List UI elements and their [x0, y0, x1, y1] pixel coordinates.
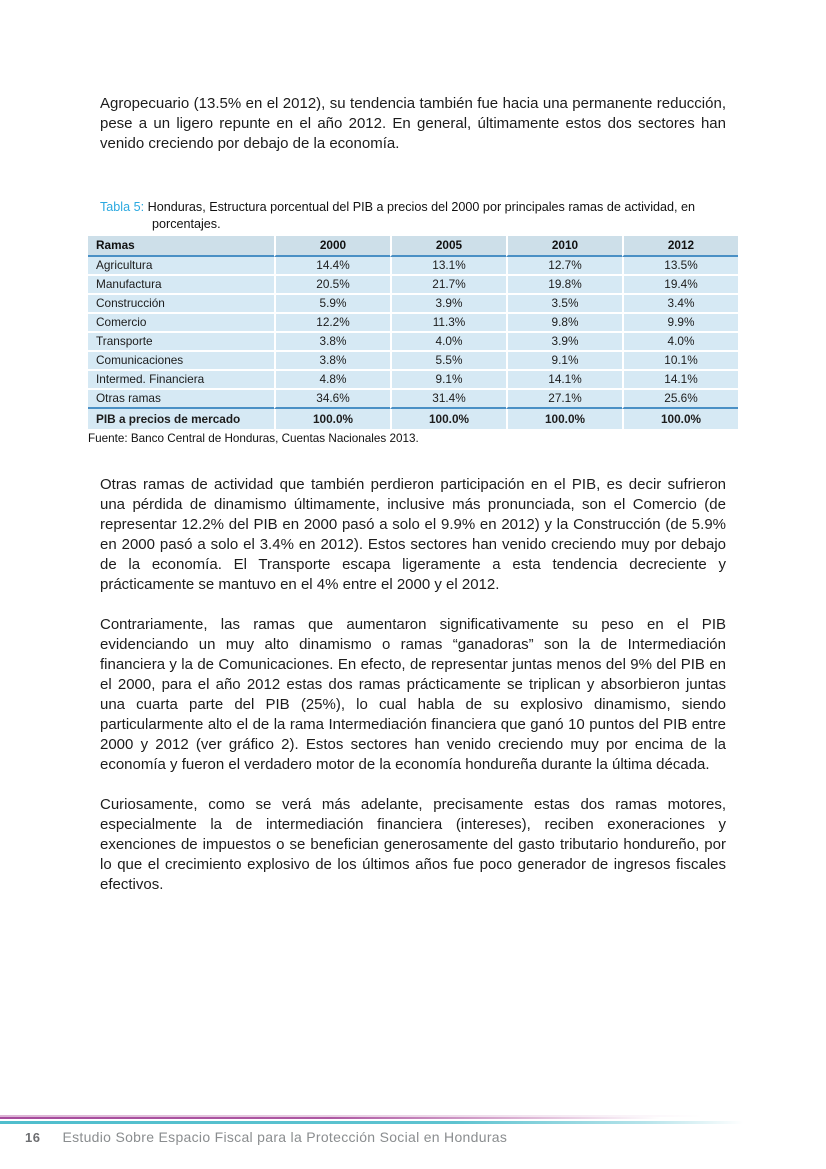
cell-value: 4.0%	[622, 333, 738, 352]
cell-value: 4.0%	[390, 333, 506, 352]
cell-value: 14.4%	[274, 257, 390, 276]
row-name: Intermed. Financiera	[88, 371, 274, 390]
row-name: Transporte	[88, 333, 274, 352]
row-name: Otras ramas	[88, 390, 274, 409]
cell-value: 20.5%	[274, 276, 390, 295]
column-header-2010: 2010	[506, 236, 622, 257]
cell-value: 34.6%	[274, 390, 390, 409]
table-row-otras-ramas	[88, 390, 738, 409]
page-number: 16	[25, 1129, 41, 1145]
table-block	[88, 199, 738, 446]
footer-document-title: Estudio Sobre Espacio Fiscal para la Protección Social en Honduras	[62, 1128, 508, 1145]
table-caption-text: Honduras, Estructura porcentual del PIB a precios del 2000 por principales ramas de actividad, en porcentajes.	[147, 200, 696, 231]
cell-value: 9.1%	[506, 352, 622, 371]
pib-structure-table	[88, 236, 738, 429]
cell-value: 10.1%	[622, 352, 738, 371]
paragraph-contrariamente: Contrariamente, las ramas que aumentaron significativamente su peso en el PIB evidenciando un muy alto dinamismo o ramas “ganadoras” son la de Intermediación financiera y la de Comunicaciones. En efecto, de representar juntas menos del 9% del PIB en el 2000, para el año 2012 estas dos ramas prácticamente se triplican y absorbieron juntas una cuarta parte del PIB (25%), lo cual habla de su explosivo dinamismo, siendo particularmente alto el de la rama Intermediación financiera que ganó 10 puntos del PIB entre 2000 y 2012 (ver gráfico 2). Estos sectores han venido creciendo muy por encima de la economía y fueron el verdadero motor de la economía hondureña durante la última década.	[100, 616, 726, 773]
cell-value: 3.5%	[506, 295, 622, 314]
cell-value: 5.5%	[390, 352, 506, 371]
cell-value: 27.1%	[506, 390, 622, 409]
footer-text-row	[0, 1129, 826, 1145]
total-row-name: PIB a precios de mercado	[88, 409, 274, 429]
cell-value: 9.8%	[506, 314, 622, 333]
column-header-2000: 2000	[274, 236, 390, 257]
row-name: Construcción	[88, 295, 274, 314]
cell-value: 12.2%	[274, 314, 390, 333]
table-row-transporte	[88, 333, 738, 352]
paragraph-curiosamente: Curiosamente, como se verá más adelante, precisamente estas dos ramas motores, especialmente la de intermediación financiera (intereses), reciben exoneraciones y exenciones de impuestos o se benefician generosamente del gasto tributario hondureño, por lo que el crecimiento explosivo de los últimos años fue poco generador de ingresos fiscales efectivos.	[100, 796, 726, 893]
table-row-agricultura	[88, 257, 738, 276]
table-row-comunicaciones	[88, 352, 738, 371]
cell-value: 19.4%	[622, 276, 738, 295]
column-header-2005: 2005	[390, 236, 506, 257]
table-row-construccion	[88, 295, 738, 314]
cell-value: 11.3%	[390, 314, 506, 333]
row-name: Comunicaciones	[88, 352, 274, 371]
cell-value: 9.9%	[622, 314, 738, 333]
cell-value: 3.8%	[274, 352, 390, 371]
page-content	[88, 94, 726, 895]
cell-value: 3.9%	[506, 333, 622, 352]
cell-value: 3.9%	[390, 295, 506, 314]
cell-value: 3.4%	[622, 295, 738, 314]
cell-value: 3.8%	[274, 333, 390, 352]
paragraph-otras-ramas: Otras ramas de actividad que también perdieron participación en el PIB, es decir sufrieron una pérdida de dinamismo últimamente, inclusive más pronunciada, son el Comercio (de representar 12.2% del PIB en 2000 pasó a solo el 9.9% en 2012) y la Construcción (de 5.9% en 2000 pasó a solo el 3.4% en 2012). Estos sectores han venido creciendo muy por debajo de la economía. El Transporte escapa ligeramente a esta tendencia decreciente y prácticamente se mantuvo en el 4% entre el 2000 y el 2012.	[100, 476, 726, 593]
cell-value: 25.6%	[622, 390, 738, 409]
total-cell-value: 100.0%	[390, 409, 506, 429]
page-footer	[0, 1115, 826, 1145]
column-header-2012: 2012	[622, 236, 738, 257]
total-cell-value: 100.0%	[274, 409, 390, 429]
table-label: Tabla 5:	[100, 200, 145, 214]
total-cell-value: 100.0%	[506, 409, 622, 429]
column-header-ramas: Ramas	[88, 236, 274, 257]
cell-value: 5.9%	[274, 295, 390, 314]
table-header-row	[88, 236, 738, 257]
row-name: Manufactura	[88, 276, 274, 295]
total-cell-value: 100.0%	[622, 409, 738, 429]
table-row-manufactura	[88, 276, 738, 295]
table-caption	[100, 199, 714, 233]
row-name: Comercio	[88, 314, 274, 333]
cell-value: 13.5%	[622, 257, 738, 276]
cell-value: 31.4%	[390, 390, 506, 409]
paragraph-agropecuario: Agropecuario (13.5% en el 2012), su tendencia también fue hacia una permanente reducción, pese a un ligero repunte en el año 2012. En general, últimamente estos dos sectores han venido creciendo por debajo de la economía.	[100, 95, 726, 152]
footer-rule-teal	[0, 1121, 826, 1124]
table-row-comercio	[88, 314, 738, 333]
row-name: Agricultura	[88, 257, 274, 276]
cell-value: 21.7%	[390, 276, 506, 295]
cell-value: 19.8%	[506, 276, 622, 295]
table-row-intermed-financiera	[88, 371, 738, 390]
cell-value: 12.7%	[506, 257, 622, 276]
table-total-row	[88, 409, 738, 429]
table-source-note: Fuente: Banco Central de Honduras, Cuentas Nacionales 2013.	[88, 432, 419, 445]
cell-value: 4.8%	[274, 371, 390, 390]
cell-value: 13.1%	[390, 257, 506, 276]
cell-value: 14.1%	[506, 371, 622, 390]
cell-value: 9.1%	[390, 371, 506, 390]
cell-value: 14.1%	[622, 371, 738, 390]
